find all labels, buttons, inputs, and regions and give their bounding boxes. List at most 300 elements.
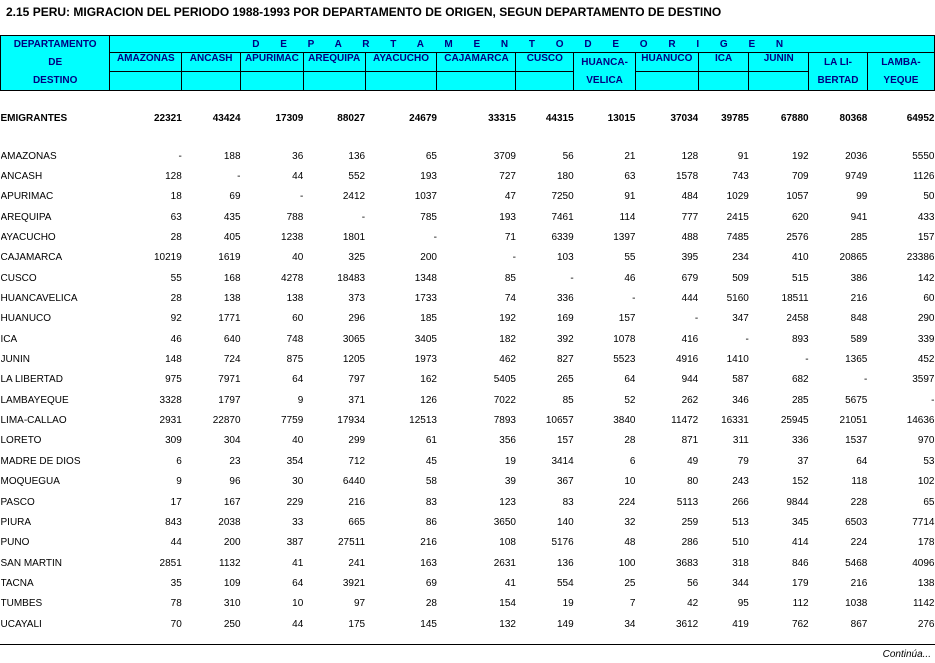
value-cell: 138 bbox=[917, 577, 935, 589]
table-row bbox=[1, 329, 935, 349]
value-cell: 193 bbox=[499, 211, 516, 223]
value-cell: 296 bbox=[348, 313, 366, 325]
row-label: PUNO bbox=[0, 537, 30, 549]
bottom-rule bbox=[0, 644, 935, 645]
value-cell: 405 bbox=[223, 232, 241, 244]
value-cell: 2036 bbox=[845, 150, 868, 162]
value-cell: 46 bbox=[624, 272, 636, 284]
value-cell: 18483 bbox=[337, 272, 366, 284]
value-cell: 1365 bbox=[845, 354, 868, 366]
value-cell: 3612 bbox=[676, 618, 699, 630]
value-cell: 5550 bbox=[912, 150, 935, 162]
value-cell: - bbox=[931, 394, 935, 406]
value-cell: 11472 bbox=[671, 415, 699, 427]
value-cell: 1578 bbox=[676, 171, 699, 183]
value-cell: 3405 bbox=[414, 333, 437, 345]
value-cell: 99 bbox=[856, 191, 868, 203]
value-cell: 40 bbox=[292, 252, 304, 264]
value-cell: 7022 bbox=[493, 394, 516, 406]
value-cell: 554 bbox=[557, 577, 574, 589]
value-cell: 7250 bbox=[551, 191, 574, 203]
value-cell: 169 bbox=[557, 313, 574, 325]
value-cell: 2458 bbox=[786, 313, 809, 325]
value-cell: 414 bbox=[791, 537, 809, 549]
value-cell: 435 bbox=[223, 211, 241, 223]
value-cell: 387 bbox=[286, 537, 304, 549]
value-cell: 216 bbox=[850, 577, 868, 589]
origin-column-header-line2 bbox=[303, 72, 365, 91]
value-cell: 56 bbox=[562, 150, 574, 162]
value-cell: 44 bbox=[292, 618, 304, 630]
value-cell: 40 bbox=[292, 435, 304, 447]
value-cell: 34 bbox=[624, 618, 636, 630]
dest-header-line1: DEPARTAMENTO bbox=[1, 36, 110, 53]
row-label: AYACUCHO bbox=[0, 232, 56, 244]
value-cell: 827 bbox=[557, 354, 574, 366]
value-cell: 1038 bbox=[845, 598, 868, 610]
table-row bbox=[1, 451, 935, 471]
value-cell: - bbox=[805, 354, 809, 366]
value-cell: 74 bbox=[504, 293, 516, 305]
origin-column-header-line2 bbox=[698, 72, 749, 91]
row-label: AMAZONAS bbox=[0, 150, 57, 162]
value-cell: 95 bbox=[737, 598, 749, 610]
value-cell: 318 bbox=[732, 557, 749, 569]
value-cell: 6503 bbox=[845, 516, 868, 528]
value-cell: 12513 bbox=[409, 415, 437, 427]
value-cell: 1797 bbox=[218, 394, 241, 406]
value-cell: 60 bbox=[923, 293, 935, 305]
value-cell: 265 bbox=[557, 374, 574, 386]
value-cell: 13015 bbox=[607, 113, 636, 124]
value-cell: - bbox=[694, 313, 699, 325]
value-cell: 1348 bbox=[414, 272, 437, 284]
value-cell: 515 bbox=[791, 272, 809, 284]
migration-table bbox=[0, 35, 935, 634]
table-row bbox=[1, 268, 935, 288]
value-cell: 157 bbox=[557, 435, 574, 447]
value-cell: 39785 bbox=[721, 113, 749, 124]
origin-column-header-line2 bbox=[437, 72, 516, 91]
value-cell: 109 bbox=[223, 577, 241, 589]
table-row bbox=[1, 533, 935, 553]
value-cell: 304 bbox=[223, 435, 241, 447]
value-cell: 679 bbox=[681, 272, 699, 284]
value-cell: 16331 bbox=[721, 415, 749, 427]
value-cell: 102 bbox=[917, 476, 935, 488]
value-cell: 47 bbox=[504, 191, 516, 203]
origin-column-header: AMAZONAS bbox=[110, 53, 182, 72]
value-cell: 148 bbox=[165, 354, 182, 366]
table-header bbox=[1, 36, 935, 91]
value-cell: 224 bbox=[618, 496, 636, 508]
origin-column-header-line2 bbox=[516, 72, 574, 91]
value-cell: - bbox=[864, 374, 868, 386]
value-cell: 3597 bbox=[912, 374, 935, 386]
row-label: PASCO bbox=[0, 496, 35, 508]
value-cell: 250 bbox=[223, 618, 241, 630]
value-cell: 128 bbox=[681, 150, 699, 162]
origin-column-header-line2: YEQUE bbox=[867, 72, 934, 91]
value-cell: 709 bbox=[791, 171, 809, 183]
value-cell: 71 bbox=[504, 232, 516, 244]
value-cell: 743 bbox=[732, 171, 749, 183]
origin-column-header-line2 bbox=[635, 72, 698, 91]
value-cell: 140 bbox=[557, 516, 574, 528]
value-cell: 157 bbox=[917, 232, 935, 244]
value-cell: 17 bbox=[170, 496, 182, 508]
value-cell: 762 bbox=[791, 618, 809, 630]
value-cell: 2931 bbox=[159, 415, 182, 427]
value-cell: 1029 bbox=[726, 191, 749, 203]
spacer-row bbox=[1, 128, 935, 146]
value-cell: 354 bbox=[286, 455, 304, 467]
origin-column-header: APURIMAC bbox=[241, 53, 304, 72]
value-cell: 179 bbox=[791, 577, 809, 589]
table-title: 2.15 PERU: MIGRACION DEL PERIODO 1988-1993 POR DEPARTAMENTO DE ORIGEN, SEGUN DEPARTAMENTO DE DESTINO bbox=[6, 5, 722, 19]
value-cell: 27511 bbox=[338, 537, 366, 549]
spacer-cell bbox=[1, 91, 935, 110]
value-cell: 785 bbox=[420, 211, 437, 223]
value-cell: 462 bbox=[499, 354, 516, 366]
origin-column-header-line2 bbox=[182, 72, 241, 91]
value-cell: 128 bbox=[165, 171, 182, 183]
row-label: AREQUIPA bbox=[0, 211, 52, 223]
value-cell: 433 bbox=[917, 211, 935, 223]
value-cell: 224 bbox=[850, 537, 868, 549]
row-label: EMIGRANTES bbox=[0, 113, 68, 124]
value-cell: 45 bbox=[425, 455, 437, 467]
value-cell: 192 bbox=[499, 313, 516, 325]
row-label: MOQUEGUA bbox=[0, 476, 60, 488]
value-cell: 188 bbox=[223, 150, 241, 162]
value-cell: 145 bbox=[420, 618, 437, 630]
value-cell: 1057 bbox=[786, 191, 809, 203]
value-cell: 6 bbox=[176, 455, 182, 467]
continua-note: Continúa... bbox=[882, 649, 931, 660]
value-cell: 37034 bbox=[670, 113, 699, 124]
value-cell: 509 bbox=[732, 272, 749, 284]
value-cell: 216 bbox=[348, 496, 366, 508]
value-cell: 28 bbox=[425, 598, 437, 610]
value-cell: 345 bbox=[791, 516, 809, 528]
value-cell: 43424 bbox=[212, 113, 241, 124]
origin-column-header: HUANCA- bbox=[574, 53, 636, 72]
value-cell: 28 bbox=[624, 435, 636, 447]
origin-column-header: HUANUCO bbox=[635, 53, 698, 72]
value-cell: 32 bbox=[624, 516, 636, 528]
value-cell: - bbox=[433, 232, 437, 244]
value-cell: 25 bbox=[624, 577, 636, 589]
value-cell: 1619 bbox=[218, 252, 241, 264]
value-cell: 64 bbox=[624, 374, 636, 386]
value-cell: 50 bbox=[923, 191, 935, 203]
table-row bbox=[1, 146, 935, 166]
origin-column-header-line2: BERTAD bbox=[809, 72, 868, 91]
value-cell: 2631 bbox=[493, 557, 516, 569]
value-cell: 7485 bbox=[726, 232, 749, 244]
origen-header: D E P A R T A M E N T O D E O R I G E N bbox=[110, 36, 935, 53]
value-cell: 3414 bbox=[551, 455, 574, 467]
value-cell: 3683 bbox=[676, 557, 699, 569]
value-cell: 142 bbox=[917, 272, 935, 284]
value-cell: 299 bbox=[348, 435, 366, 447]
value-cell: 108 bbox=[499, 537, 516, 549]
value-cell: 552 bbox=[348, 171, 366, 183]
value-cell: 346 bbox=[732, 394, 749, 406]
table-row bbox=[1, 227, 935, 247]
value-cell: 259 bbox=[681, 516, 699, 528]
value-cell: 60 bbox=[292, 313, 304, 325]
table-row bbox=[1, 248, 935, 268]
value-cell: 112 bbox=[792, 598, 809, 610]
header-row-2 bbox=[1, 53, 935, 72]
value-cell: 587 bbox=[732, 374, 749, 386]
value-cell: 91 bbox=[737, 150, 749, 162]
value-cell: 7461 bbox=[551, 211, 574, 223]
value-cell: 867 bbox=[850, 618, 868, 630]
value-cell: 49 bbox=[687, 455, 699, 467]
row-label: CUSCO bbox=[0, 272, 37, 284]
value-cell: 975 bbox=[165, 374, 182, 386]
origin-column-header: ANCASH bbox=[182, 53, 241, 72]
value-cell: 152 bbox=[791, 476, 809, 488]
row-label: HUANUCO bbox=[0, 313, 52, 325]
row-label: LAMBAYEQUE bbox=[0, 394, 69, 406]
dest-header-line3: DESTINO bbox=[1, 72, 110, 91]
value-cell: 665 bbox=[348, 516, 366, 528]
value-cell: 96 bbox=[229, 476, 241, 488]
value-cell: 149 bbox=[557, 618, 574, 630]
value-cell: 78 bbox=[170, 598, 182, 610]
row-label: TUMBES bbox=[0, 598, 43, 610]
value-cell: 114 bbox=[619, 211, 636, 223]
header-row-3 bbox=[1, 72, 935, 91]
value-cell: - bbox=[745, 333, 749, 345]
value-cell: 875 bbox=[286, 354, 304, 366]
value-cell: 53 bbox=[923, 455, 935, 467]
value-cell: 395 bbox=[681, 252, 699, 264]
value-cell: 444 bbox=[681, 293, 699, 305]
value-cell: 20865 bbox=[839, 252, 868, 264]
value-cell: 1205 bbox=[342, 354, 366, 366]
value-cell: 848 bbox=[850, 313, 868, 325]
value-cell: 92 bbox=[170, 313, 182, 325]
value-cell: 44315 bbox=[545, 113, 574, 124]
value-cell: 336 bbox=[557, 293, 574, 305]
value-cell: 416 bbox=[681, 333, 699, 345]
value-cell: 85 bbox=[504, 272, 516, 284]
table-row bbox=[1, 187, 935, 207]
value-cell: 5523 bbox=[613, 354, 636, 366]
value-cell: - bbox=[570, 272, 574, 284]
value-cell: 1397 bbox=[613, 232, 636, 244]
value-cell: 344 bbox=[732, 577, 749, 589]
value-cell: 513 bbox=[732, 516, 749, 528]
value-cell: 1126 bbox=[912, 171, 935, 183]
origin-column-header-line2 bbox=[110, 72, 182, 91]
value-cell: 97 bbox=[353, 598, 366, 610]
value-cell: 56 bbox=[687, 577, 699, 589]
origin-column-header: LA LI- bbox=[809, 53, 868, 72]
origin-column-header: CAJAMARCA bbox=[437, 53, 516, 72]
value-cell: 392 bbox=[557, 333, 574, 345]
value-cell: 1973 bbox=[414, 354, 437, 366]
value-cell: 178 bbox=[917, 537, 935, 549]
value-cell: 1037 bbox=[414, 191, 437, 203]
value-cell: 64 bbox=[292, 577, 304, 589]
table-row bbox=[1, 288, 935, 308]
value-cell: 797 bbox=[348, 374, 366, 386]
value-cell: 325 bbox=[348, 252, 366, 264]
row-label: MADRE DE DIOS bbox=[0, 455, 81, 467]
value-cell: 846 bbox=[791, 557, 809, 569]
value-cell: 2415 bbox=[726, 211, 749, 223]
value-cell: 64952 bbox=[906, 113, 935, 124]
value-cell: 5113 bbox=[676, 496, 699, 508]
table-body bbox=[1, 91, 935, 635]
value-cell: 180 bbox=[557, 171, 574, 183]
value-cell: 452 bbox=[917, 354, 935, 366]
value-cell: 10219 bbox=[153, 252, 182, 264]
value-cell: 83 bbox=[562, 496, 574, 508]
row-label: ANCASH bbox=[0, 171, 43, 183]
value-cell: 69 bbox=[425, 577, 437, 589]
row-label: LIMA-CALLAO bbox=[0, 415, 67, 427]
value-cell: 970 bbox=[917, 435, 935, 447]
value-cell: 88027 bbox=[337, 113, 366, 124]
value-cell: 682 bbox=[791, 374, 809, 386]
emigrantes-row bbox=[1, 109, 935, 128]
row-label: APURIMAC bbox=[0, 191, 54, 203]
value-cell: 80 bbox=[687, 476, 699, 488]
value-cell: 163 bbox=[420, 557, 437, 569]
value-cell: 41 bbox=[504, 577, 516, 589]
value-cell: 192 bbox=[791, 150, 809, 162]
table-row bbox=[1, 166, 935, 186]
value-cell: 10 bbox=[292, 598, 304, 610]
value-cell: 5405 bbox=[493, 374, 516, 386]
value-cell: 100 bbox=[618, 557, 636, 569]
value-cell: 200 bbox=[420, 252, 437, 264]
table-row bbox=[1, 390, 935, 410]
value-cell: 61 bbox=[425, 435, 437, 447]
value-cell: 944 bbox=[681, 374, 699, 386]
value-cell: - bbox=[237, 171, 241, 183]
value-cell: 1238 bbox=[281, 232, 304, 244]
spacer-row bbox=[1, 91, 935, 110]
value-cell: 9 bbox=[176, 476, 182, 488]
value-cell: 123 bbox=[499, 496, 516, 508]
value-cell: 1132 bbox=[219, 557, 241, 569]
value-cell: - bbox=[632, 293, 636, 305]
value-cell: 138 bbox=[223, 293, 241, 305]
value-cell: 46 bbox=[170, 333, 182, 345]
value-cell: 136 bbox=[348, 150, 366, 162]
table-row bbox=[1, 207, 935, 227]
value-cell: 276 bbox=[917, 618, 935, 630]
value-cell: 6440 bbox=[342, 476, 366, 488]
value-cell: 3065 bbox=[342, 333, 366, 345]
value-cell: 154 bbox=[499, 598, 516, 610]
value-cell: 410 bbox=[791, 252, 809, 264]
value-cell: - bbox=[512, 252, 516, 264]
value-cell: 510 bbox=[732, 537, 749, 549]
value-cell: 22870 bbox=[212, 415, 241, 427]
value-cell: 9844 bbox=[786, 496, 809, 508]
value-cell: 138 bbox=[286, 293, 304, 305]
value-cell: 3840 bbox=[613, 415, 636, 427]
value-cell: 356 bbox=[499, 435, 516, 447]
value-cell: 347 bbox=[732, 313, 749, 325]
value-cell: 777 bbox=[681, 211, 699, 223]
value-cell: 286 bbox=[681, 537, 699, 549]
value-cell: 168 bbox=[223, 272, 241, 284]
value-cell: 712 bbox=[348, 455, 366, 467]
table-row bbox=[1, 370, 935, 390]
value-cell: 228 bbox=[850, 496, 868, 508]
value-cell: 5176 bbox=[551, 537, 574, 549]
value-cell: 37 bbox=[797, 455, 809, 467]
value-cell: 7759 bbox=[281, 415, 304, 427]
header-row-1 bbox=[1, 36, 935, 53]
value-cell: 19 bbox=[562, 598, 574, 610]
value-cell: 24679 bbox=[409, 113, 437, 124]
value-cell: 23 bbox=[229, 455, 241, 467]
row-label: HUANCAVELICA bbox=[0, 293, 78, 305]
value-cell: 2038 bbox=[218, 516, 241, 528]
row-label: JUNIN bbox=[0, 354, 30, 366]
value-cell: 28 bbox=[170, 232, 182, 244]
value-cell: 65 bbox=[923, 496, 935, 508]
origin-column-header: JUNIN bbox=[749, 53, 809, 72]
row-label: ICA bbox=[0, 333, 18, 345]
value-cell: 28 bbox=[170, 293, 182, 305]
value-cell: 64 bbox=[856, 455, 868, 467]
value-cell: 33 bbox=[292, 516, 304, 528]
value-cell: 843 bbox=[165, 516, 182, 528]
value-cell: 103 bbox=[557, 252, 574, 264]
value-cell: 65 bbox=[425, 150, 437, 162]
origin-column-header: AREQUIPA bbox=[303, 53, 365, 72]
table-row bbox=[1, 431, 935, 451]
value-cell: 4096 bbox=[912, 557, 935, 569]
value-cell: 1801 bbox=[342, 232, 366, 244]
value-cell: 44 bbox=[170, 537, 182, 549]
value-cell: 64 bbox=[292, 374, 304, 386]
value-cell: 216 bbox=[420, 537, 437, 549]
value-cell: 83 bbox=[425, 496, 437, 508]
value-cell: 1733 bbox=[414, 293, 437, 305]
value-cell: 373 bbox=[348, 293, 366, 305]
row-label: LORETO bbox=[0, 435, 42, 447]
value-cell: 55 bbox=[624, 252, 636, 264]
value-cell: 9 bbox=[297, 394, 304, 406]
value-cell: 7 bbox=[629, 598, 636, 610]
value-cell: 7971 bbox=[218, 374, 241, 386]
value-cell: 893 bbox=[791, 333, 809, 345]
value-cell: 2851 bbox=[159, 557, 182, 569]
value-cell: 1142 bbox=[912, 598, 935, 610]
value-cell: 285 bbox=[850, 232, 868, 244]
value-cell: - bbox=[361, 211, 366, 223]
value-cell: 10657 bbox=[545, 415, 574, 427]
table-row bbox=[1, 472, 935, 492]
origin-column-header: LAMBA- bbox=[867, 53, 934, 72]
value-cell: 7893 bbox=[493, 415, 516, 427]
value-cell: 58 bbox=[425, 476, 437, 488]
value-cell: 3709 bbox=[493, 150, 516, 162]
